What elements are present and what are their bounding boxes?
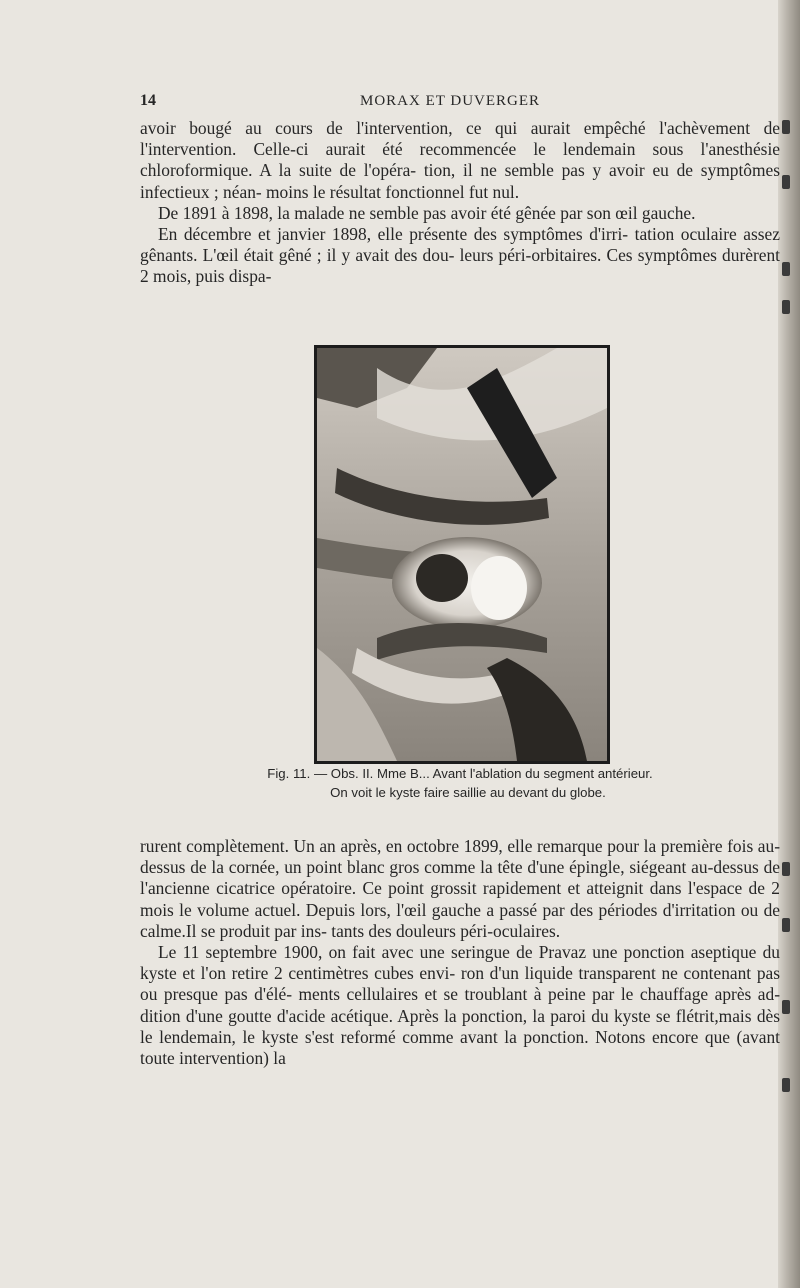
paragraph: Le 11 septembre 1900, on fait avec une seringue de Pravaz une ponction aseptique du kyste et l'on retire 2 centimètres cubes envi- ron d'un liquide transparent ne contenant pas ou presque pas d'élé- ments cellulaires et se troublant à peine par le chauffage après ad- dition d'une goutte d'acide acétique. Après la ponction, la paroi du kyste se flétrit,mais dès le lendemain, le kyste s'est reformé comme avant la ponction. Notons encore que (avant toute intervention) la [140,942,780,1069]
page-edge [778,0,800,1288]
figure-photograph [314,345,610,764]
paragraph: rurent complètement. Un an après, en octobre 1899, elle remarque pour la première fois au-dessus de la cornée, un point blanc gros comme la tête d'une épingle, siégeant au-dessus de l'ancienne cicatrice opératoire. Ce point grossit rapidement et atteignit dans l'espace de 2 mois le volume actuel. Depuis lors, l'œil gauche a passé par des périodes d'irritation ou de calme.Il se produit par ins- tants des douleurs péri-oculaires. [140,836,780,941]
page-header [140,92,780,114]
page-edge-mark [782,120,790,134]
paragraph: De 1891 à 1898, la malade ne semble pas avoir été gênée par son œil gauche. [158,202,696,223]
page-edge-mark [782,175,790,189]
paragraph: avoir bougé au cours de l'intervention, ce qui aurait empêché l'achèvement de l'intervention. Celle-ci aurait été recommencée le lendemain sous l'anesthésie chloroformique. A la suite de l'opéra- tion, il ne semble pas y avoir eu de symptômes infectieux ; néan- moins le résultat fonctionnel fut nul. [140,118,780,202]
page-edge-mark [782,300,790,314]
body-text-bottom [140,836,780,1069]
figure-caption-line2: On voit le kyste faire saillie au devant du globe. [330,785,606,800]
body-text-top [140,118,780,288]
page-edge-mark [782,918,790,932]
page-edge-mark [782,862,790,876]
page-number: 14 [140,92,156,109]
page-edge-mark [782,1000,790,1014]
paragraph: En décembre et janvier 1898, elle présente des symptômes d'irri- tation oculaire assez gênants. L'œil était gêné ; il y avait des dou- leurs péri-orbitaires. Ces symptômes durèrent 2 mois, puis dispa- [140,224,780,287]
figure-caption-line1: Fig. 11. — Obs. II. Mme B... Avant l'ablation du segment antérieur. [267,766,653,781]
page-edge-mark [782,262,790,276]
page-edge-mark [782,1078,790,1092]
eye-photograph-illustration [317,348,607,761]
running-head: MORAX ET DUVERGER [360,93,541,109]
